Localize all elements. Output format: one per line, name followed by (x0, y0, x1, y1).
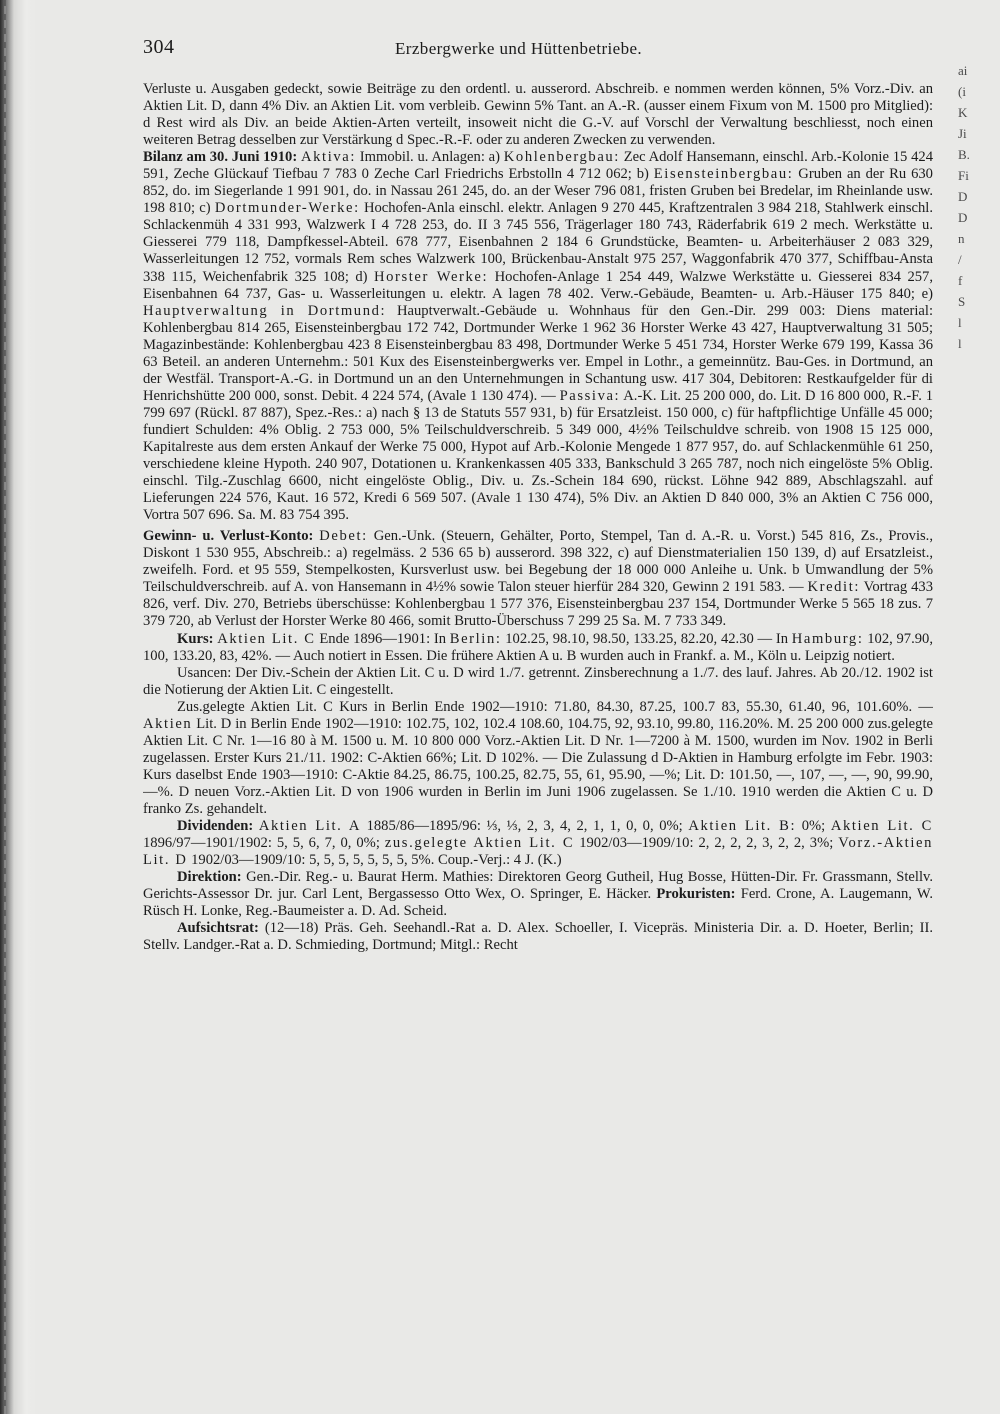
spaced-label: Aktien Lit. B: (688, 818, 797, 835)
paragraph-text: 1885/86—1895/96: ⅓, ⅓, 2, 3, 4, 2, 1, 1, 0, 0, 0%; (360, 818, 689, 835)
paragraph-text: 0%; (796, 818, 831, 835)
spaced-label: Berlin: (449, 630, 502, 647)
margin-fragment: K (958, 105, 968, 120)
spaced-label: zus.gelegte Aktien Lit. C (384, 835, 575, 852)
running-title: Erzbergwerke und Hüttenbetriebe. (395, 39, 643, 58)
margin-fragment: / (958, 252, 962, 267)
paragraph-text: Gruben an der Ru 630 852, do. im Siegerlande 1 991 901, do. in Nassau 261 245, do. an der Weser 796 081, fristen Gruben bei Bredelar, im Rheinlande usw. 198 810; c) (143, 166, 933, 217)
spaced-label: Aktien Lit. A (258, 818, 361, 835)
margin-fragment: (i (958, 84, 966, 99)
paragraph-text: Hauptverwalt.-Gebäude u. Wohnhaus für den Gen.-Dir. 299 003: Diens material: Kohlenbergbau 814 265, Eisensteinbergbau 172 742, Dortmunder Werke 1 962 36 Horster Werke 43 427, Hauptverwaltung 31 505; Magazinbestände: Kohlenbergbau 423 8 Eisensteinbergbau 83 498, Dortmunder Werke 5 451 734, Horster Werke 679 199, Kassa 36 63 Beteil. an anderen Unternehm.: 501 Kux des Eisensteinbergwerks ver. Empel in Lothr., a gemeinnütz. Bau-Ges. in Dortmund, an der Westfäl. Transport-A.-G. in Dortmund un an den Unternehmungen in Schantung usw. 417 304, Debitoren: Restkaufgelder für di Henrichshütte 200 000, sonst. Debit. 4 224 574, (Avale 1 130 474). — (143, 302, 933, 404)
paragraph-text: Lit. D in Berlin Ende 1902—1910: 102.75, 102, 102.4 108.60, 104.75, 92, 93.10, 99.80, 116.20%. M. 25 200 000 zus.gelegte Aktien Lit. C Nr. 1—16 80 à M. 1500 u. M. 10 800 000 Vorz.-Aktien Lit. D Nr. 1—7200 à M. 1500, wurden im Nov. 1902 in Berli zugelassen. Erster Kurs 21./11. 1902: C-Aktien 66%; Lit. D 102%. — Die Zulassung d D-Aktien in Hamburg erfolgte im Febr. 1903: Kurs daselbst Ende 1903—1910: C-Aktie 84.25, 86.75, 100.25, 82.75, 55, 61, 95.90, —%; Lit. D: 101.50, —, 107, —, —, 90, 99.90, —%. D neuen Vorz.-Aktien Lit. D von 1906 wurden in Berlin im Juni 1906 zugelassen. Se 1./10. 1910 werden die Aktien C u. D franko Zs. gehandelt. (143, 715, 933, 817)
paragraph-text: (12—18) Präs. Geh. Seehandl.-Rat a. D. Alex. Schoeller, I. Vicepräs. Ministeria Dir. a. D. Hoeter, Berlin; II. Stellv. Landger.-Rat a. D. Schmieding, Dortmund; Mitgl.: Recht (143, 920, 933, 954)
margin-fragment: S (958, 294, 966, 309)
adjacent-page-bleed (958, 60, 1000, 520)
paragraph-text: 102, 97.90, 100, 133.20, 83, 42%. — Auch notiert in Essen. Die frühere Aktien A u. B wurden auch in Frankf. a. M., Köln u. Leipzig notiert. (143, 630, 933, 664)
book-binding-edge (0, 0, 36, 1414)
paragraph-text: Zec Adolf Hansemann, einschl. Arb.-Kolonie 15 424 591, Zeche Glückauf Tiefbau 7 783 0 Zeche Carl Friedrichs Erbstolln 4 712 062; b) (143, 149, 933, 183)
paragraph-text: Gen.-Dir. Reg.- u. Baurat Herm. Mathies: Direktoren Georg Gutheil, Hug Bosse, Hütten-Dir. Fr. Grassmann, Stellv. Gerichts-Assessor Dr. jur. Carl Lent, Bergassesso Otto Wex, O. Springer, E. Häcker. (143, 869, 933, 903)
margin-fragment: l (958, 315, 962, 330)
spaced-label: Hauptverwaltung in Dortmund: (143, 302, 387, 319)
spaced-label: Aktien (143, 715, 193, 732)
spaced-label: Debet: (319, 528, 368, 545)
margin-fragment: Fi (958, 168, 969, 183)
margin-fragment: D (958, 210, 968, 225)
section-heading: Dividenden: (177, 818, 254, 835)
paragraph-text: 1902/03—1909/10: 2, 2, 2, 2, 3, 2, 2, 3%; (574, 835, 839, 852)
paragraph-intro (143, 81, 933, 149)
paragraph-kurs (143, 631, 933, 665)
page-number: 304 (143, 36, 175, 58)
spaced-label: Passiva: (559, 387, 621, 404)
section-heading: Bilanz am 30. Juni 1910: (143, 149, 298, 166)
paragraph-text: Usancen: Der Div.-Schein der Aktien Lit. C u. D wird 1./7. getrennt. Zinsberechnung a 1./7. des lauf. Jahres. Ab 20./12. 1902 ist die Notierung der Aktien Lit. C eingestellt. (143, 664, 933, 698)
margin-fragment: l (958, 336, 962, 351)
spaced-label: Aktiva: (301, 149, 356, 166)
page-header (143, 36, 933, 62)
paragraph-text: 1896/97—1901/1902: 5, 5, 6, 7, 0, 0%; (143, 835, 385, 852)
spaced-label: Eisensteinbergbau: (653, 166, 794, 183)
margin-fragment: ai (958, 63, 968, 78)
margin-fragment: f (958, 273, 963, 288)
paragraph-text: A.-K. Lit. 25 200 000, do. Lit. D 16 800 000, R.-F. 1 799 697 (Rückl. 87 887), Spez.-Res.: a) nach § 13 de Statuts 557 931, b) für Ersatzleist. 150 000, c) für haftpflichtige Unfälle 45 000; fundiert Schulden: 4% Oblig. 2 753 000, 5% Teilschuldverschreib. 5 349 000, 4½% Teilschuldve schreib. von 1908 15 125 000, Kapitalreste aus dem ersten Ankauf der Werke 75 000, Hypot auf Arb.-Kolonie Mengede 1 877 957, do. auf Schlackenmühle 61 250, verschiedene kleine Hypoth. 240 907, Dotationen u. Krankenkassen 405 333, Bankschuld 3 265 787, noch nich eingelöste 5% Oblig. einschl. Tilg.-Zuschlag 6600, nicht eingelöste Oblig., Div. u. Zs.-Schein 184 690, rückst. Löhne 942 889, Abschlagszahl. auf Lieferungen 224 576, Kaut. 16 572, Kredi 6 569 507. (Avale 1 130 474), 5% Div. an Aktien D 840 000, 3% an Aktien C 756 000, Vortra 507 696. Sa. M. 83 754 395. (143, 387, 933, 524)
paragraph-aufsichtsrat (143, 920, 933, 954)
spaced-label: Dortmunder-Werke: (214, 200, 360, 217)
page-body (143, 81, 933, 1411)
section-heading: Gewinn- u. Verlust-Konto: (143, 528, 314, 545)
spaced-label: Aktien Lit. C (217, 630, 316, 647)
section-heading: Prokuristen: (656, 886, 736, 903)
margin-fragment: Ji (958, 126, 967, 141)
spaced-label: Kohlenbergbau: (503, 149, 620, 166)
paragraph-text: Immobil. u. Anlagen: a) (355, 149, 504, 166)
margin-fragment: B. (958, 147, 970, 162)
spaced-label: Hamburg: (791, 630, 864, 647)
paragraph-dividenden (143, 818, 933, 869)
paragraph-bilanz (143, 149, 933, 524)
paragraph-text: Ferd. Crone, A. Laugemann, W. Rüsch H. Lonke, Reg.-Baumeister a. D. Ad. Scheid. (143, 886, 933, 920)
margin-fragment: D (958, 189, 968, 204)
paragraph-usancen (143, 665, 933, 699)
paragraph-zusgelegt (143, 699, 933, 818)
spaced-label: Aktien Lit. C (830, 818, 933, 835)
spaced-label: Kredit: (807, 579, 861, 596)
paragraph-gewinn (143, 528, 933, 630)
paragraph-text: Vortrag 433 826, verf. Div. 270, Betriebs überschüsse: Kohlenbergbau 1 577 376, Eisensteinbergbau 237 154, Dortmunder Werke 5 565 18 zus. 7 379 720, ab Verlust der Horster Werke 80 466, somit Brutto-Überschuss 7 299 25 Sa. M. 7 733 349. (143, 579, 933, 630)
paragraph-text: 1902/03—1909/10: 5, 5, 5, 5, 5, 5, 5, 5%. Coup.-Verj.: 4 J. (K.) (187, 852, 562, 869)
paragraph-text: Hochofen-Anla einschl. elektr. Anlagen 9 270 445, Kraftzentralen 3 984 218, Stahlwerk einschl. Schlackenmüh 4 331 993, Walzwerk I 4 728 253, do. II 3 745 556, Trägerlager 180 743, Räderfabrik 619 2 mech. Werkstätte u. Giesserei 779 118, Dampfkessel-Abteil. 678 777, Eisenbahnen 2 184 6 Grundstücke, Beamten- u. Arbeiterhäuser 2 083 329, Wasserleitungen 12 752, vormals Rem sches Walzwerk 100, Brückenbau-Anstalt 975 257, Waggonfabrik 470 377, Schiffbau-Ansta 338 115, Weichenfabrik 325 108; d) (143, 200, 933, 285)
spaced-label: Vorz.-Aktien Lit. D (143, 835, 933, 869)
paragraph-text: Verluste u. Ausgaben gedeckt, sowie Beiträge zu den ordentl. u. ausserord. Abschreib. e nommen werden können, 5% Vorz.-Div. an Aktien Lit. D, dann 4% Div. an Aktien Lit. vom verbleib. Gewinn 5% Tant. an A.-R. (ausser einem Fixum von M. 1500 pro Mitglied): d Rest wird als Div. an beide Aktien-Arten verteilt, insoweit nicht die G.-V. auf Vorschl der Verwaltung beschliesst, noch einen weiteren Betrag desselben zur Verstärkung d Spec.-R.-F. oder zu anderen Zwecken zu verwenden. (143, 81, 933, 149)
paragraph-text: Gen.-Unk. (Steuern, Gehälter, Porto, Stempel, Tan d. A.-R. u. Vorst.) 545 816, Zs., Provis., Diskont 1 530 955, Abschreib.: a) regelmäss. 2 536 65 b) ausserord. 398 322, c) auf Dienstmaterialien 150 139, d) auf Ersatzleist., zweifelh. Ford. et 95 559, Stempelkosten, Kursverlust usw. bei Begebung der 18 000 000 Anleihe u. Unk. b Umwandlung der 5% Teilschuldverschreib. auf A. von Hansemann in 4½% sowie Talon steuer hierfür 284 320, Gewinn 2 191 583. — (143, 528, 933, 596)
paragraph-direktion (143, 869, 933, 920)
section-heading: Aufsichtsrat: (177, 920, 259, 937)
margin-fragment: n (958, 231, 965, 246)
section-heading: Direktion: (177, 869, 242, 886)
paragraph-text: 102.25, 98.10, 98.50, 133.25, 82.20, 42.30 — In (501, 630, 792, 647)
paragraph-text: Hochofen-Anlage 1 254 449, Walzwe Werkstätte u. Giesserei 834 257, Eisenbahnen 64 737, Gas- u. Wasserleitungen u. elektr. A lagen 78 402. Verw.-Gebäude, Beamten- u. Arb.-Häuser 175 840; e) (143, 268, 933, 302)
section-heading: Kurs: (177, 630, 214, 647)
paragraph-text: Ende 1896—1901: In (315, 630, 450, 647)
paragraph-text: Zus.gelegte Aktien Lit. C Kurs in Berlin Ende 1902—1910: 71.80, 84.30, 87.25, 100.7 83, 55.30, 61.40, 96, 101.60%. — (177, 698, 933, 715)
spaced-label: Horster Werke: (374, 268, 489, 285)
